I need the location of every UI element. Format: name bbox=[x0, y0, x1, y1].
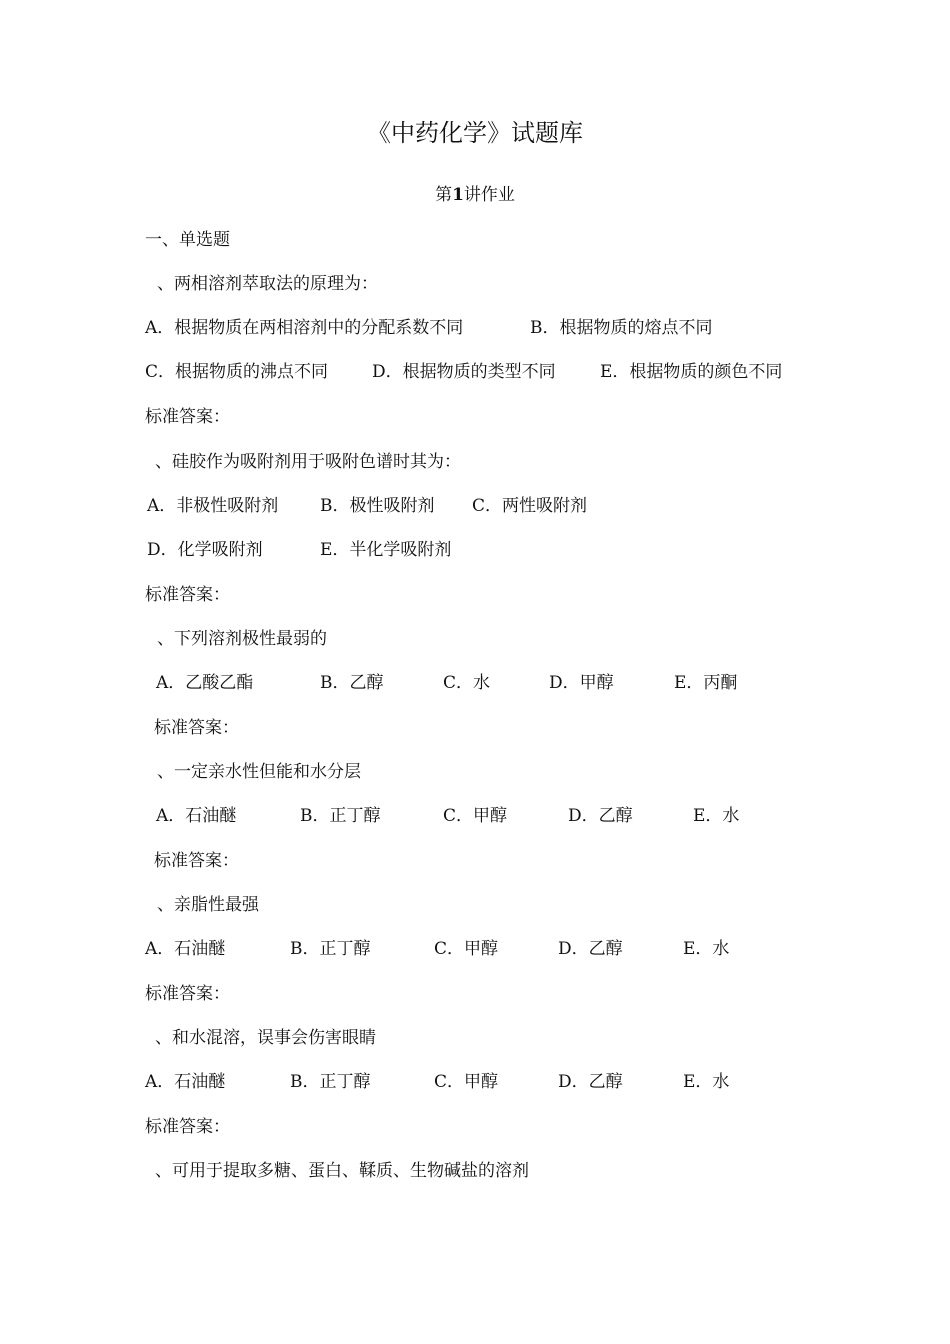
question-stem: 、亲脂性最强 bbox=[157, 895, 259, 915]
option-d: D．化学吸附剂 bbox=[147, 540, 263, 560]
option-b: B．根据物质的熔点不同 bbox=[530, 318, 713, 338]
option-a: A．石油醚 bbox=[145, 939, 226, 959]
question-stem: 、下列溶剂极性最弱的 bbox=[157, 629, 327, 649]
question-stem: 、硅胶作为吸附剂用于吸附色谱时其为： bbox=[155, 452, 461, 472]
option-c: C．水 bbox=[443, 673, 491, 693]
lecture-heading bbox=[0, 182, 950, 208]
option-a: A．乙酸乙酯 bbox=[156, 673, 254, 693]
document-title: 《中药化学》试题库 bbox=[367, 119, 583, 147]
option-b: B．正丁醇 bbox=[290, 939, 371, 959]
lecture-suffix: 讲作业 bbox=[463, 185, 515, 205]
lecture-number: 1 bbox=[452, 185, 464, 205]
question-stem: 、可用于提取多糖、蛋白、鞣质、生物碱盐的溶剂 bbox=[155, 1161, 529, 1181]
answer-label: 标准答案： bbox=[154, 718, 239, 738]
question-stem: 、和水混溶，误事会伤害眼睛 bbox=[155, 1028, 376, 1048]
option-a: A．石油醚 bbox=[156, 806, 237, 826]
option-e: E．水 bbox=[683, 939, 730, 959]
option-d: D．乙醇 bbox=[568, 806, 633, 826]
answer-label: 标准答案： bbox=[145, 407, 230, 427]
option-d: D．乙醇 bbox=[558, 1072, 623, 1092]
question-stem: 、一定亲水性但能和水分层 bbox=[157, 762, 361, 782]
lecture-prefix: 第 bbox=[435, 185, 453, 205]
question-stem: 、两相溶剂萃取法的原理为： bbox=[157, 274, 378, 294]
option-e: E．水 bbox=[693, 806, 740, 826]
answer-label: 标准答案： bbox=[154, 851, 239, 871]
option-b: B．正丁醇 bbox=[300, 806, 381, 826]
option-c: C．甲醇 bbox=[443, 806, 508, 826]
section-heading: 一、单选题 bbox=[145, 230, 230, 250]
option-a: A．非极性吸附剂 bbox=[147, 496, 279, 516]
option-d: D．甲醇 bbox=[549, 673, 614, 693]
option-b: B．正丁醇 bbox=[290, 1072, 371, 1092]
answer-label: 标准答案： bbox=[145, 1117, 230, 1137]
option-a: A．石油醚 bbox=[145, 1072, 226, 1092]
option-c: C．根据物质的沸点不同 bbox=[145, 362, 329, 382]
option-e: E．丙酮 bbox=[674, 673, 738, 693]
option-c: C．两性吸附剂 bbox=[472, 496, 588, 516]
option-b: B．乙醇 bbox=[320, 673, 384, 693]
answer-label: 标准答案： bbox=[145, 585, 230, 605]
option-e: E．半化学吸附剂 bbox=[320, 540, 452, 560]
option-c: C．甲醇 bbox=[434, 1072, 499, 1092]
option-d: D．乙醇 bbox=[558, 939, 623, 959]
answer-label: 标准答案： bbox=[145, 984, 230, 1004]
option-c: C．甲醇 bbox=[434, 939, 499, 959]
option-d: D．根据物质的类型不同 bbox=[372, 362, 556, 382]
option-b: B．极性吸附剂 bbox=[320, 496, 435, 516]
option-a: A．根据物质在两相溶剂中的分配系数不同 bbox=[145, 318, 464, 338]
option-e: E．根据物质的颜色不同 bbox=[600, 362, 783, 382]
option-e: E．水 bbox=[683, 1072, 730, 1092]
